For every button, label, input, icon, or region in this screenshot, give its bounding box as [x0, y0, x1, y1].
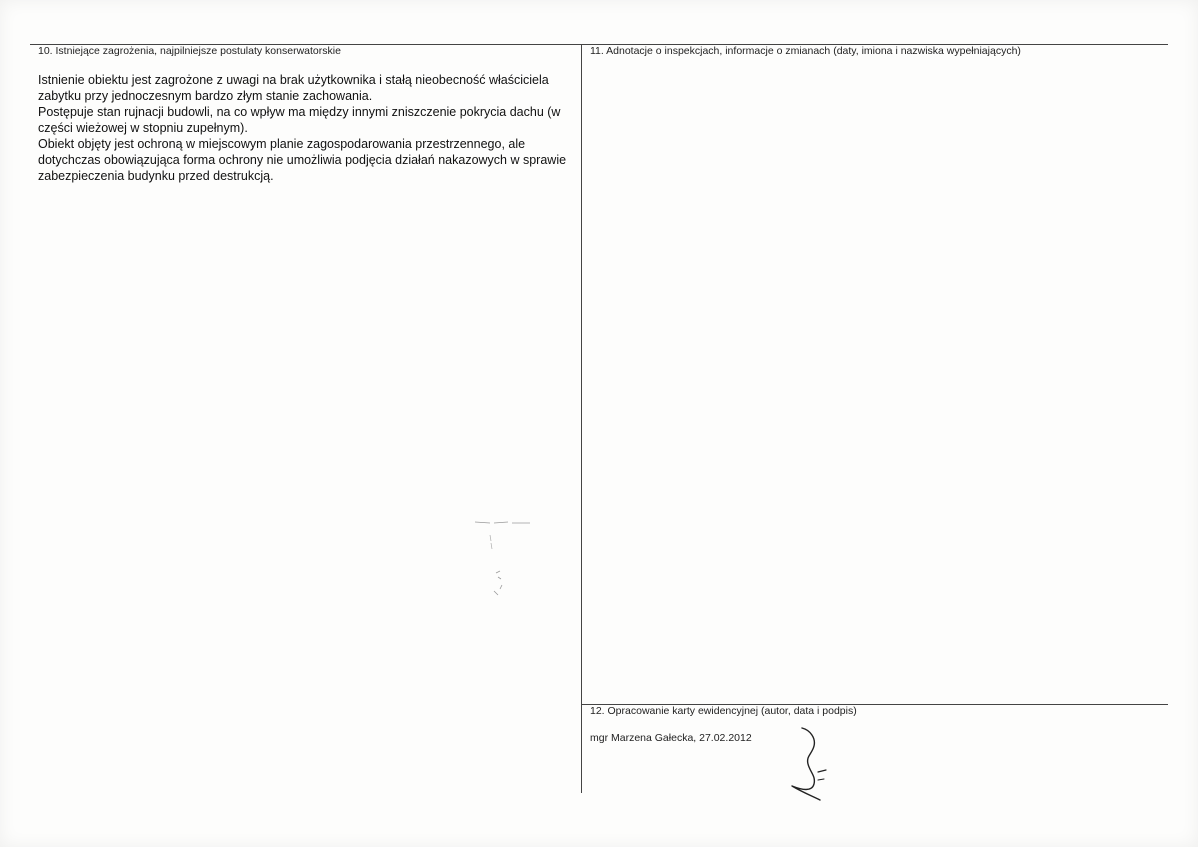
section-10-body [38, 72, 568, 184]
author-line: mgr Marzena Gałecka, 27.02.2012 [590, 732, 752, 744]
column-divider [581, 44, 582, 793]
section-10-heading: 10. Istniejące zagrożenia, najpilniejsze postulaty konserwatorskie [38, 45, 341, 57]
section-10-paragraph-3: Obiekt objęty jest ochroną w miejscowym planie zagospodarowania przestrzennego, ale dotychczas obowiązująca forma ochrony nie umożliwia podjęcia działań nakazowych w sprawie zabezpieczenia budynku przed destrukcją. [38, 137, 567, 183]
section-10-paragraph-1: Istnienie obiektu jest zagrożone z uwagi na brak użytkownika i stałą nieobecność właściciela zabytku przy jednoczesnym bardzo złym stanie zachowania. [38, 73, 549, 103]
section-11-heading: 11. Adnotacje o inspekcjach, informacje o zmianach (daty, imiona i nazwiska wypełniających) [590, 45, 1021, 57]
scan-specks [470, 515, 540, 605]
signature-mark [780, 722, 840, 802]
section-10-paragraph-2: Postępuje stan rujnacji budowli, na co wpływ ma między innymi zniszczenie pokrycia dachu (w części wieżowej w stopniu zupełnym). [38, 105, 561, 135]
section-12-heading: 12. Opracowanie karty ewidencyjnej (autor, data i podpis) [590, 705, 857, 717]
